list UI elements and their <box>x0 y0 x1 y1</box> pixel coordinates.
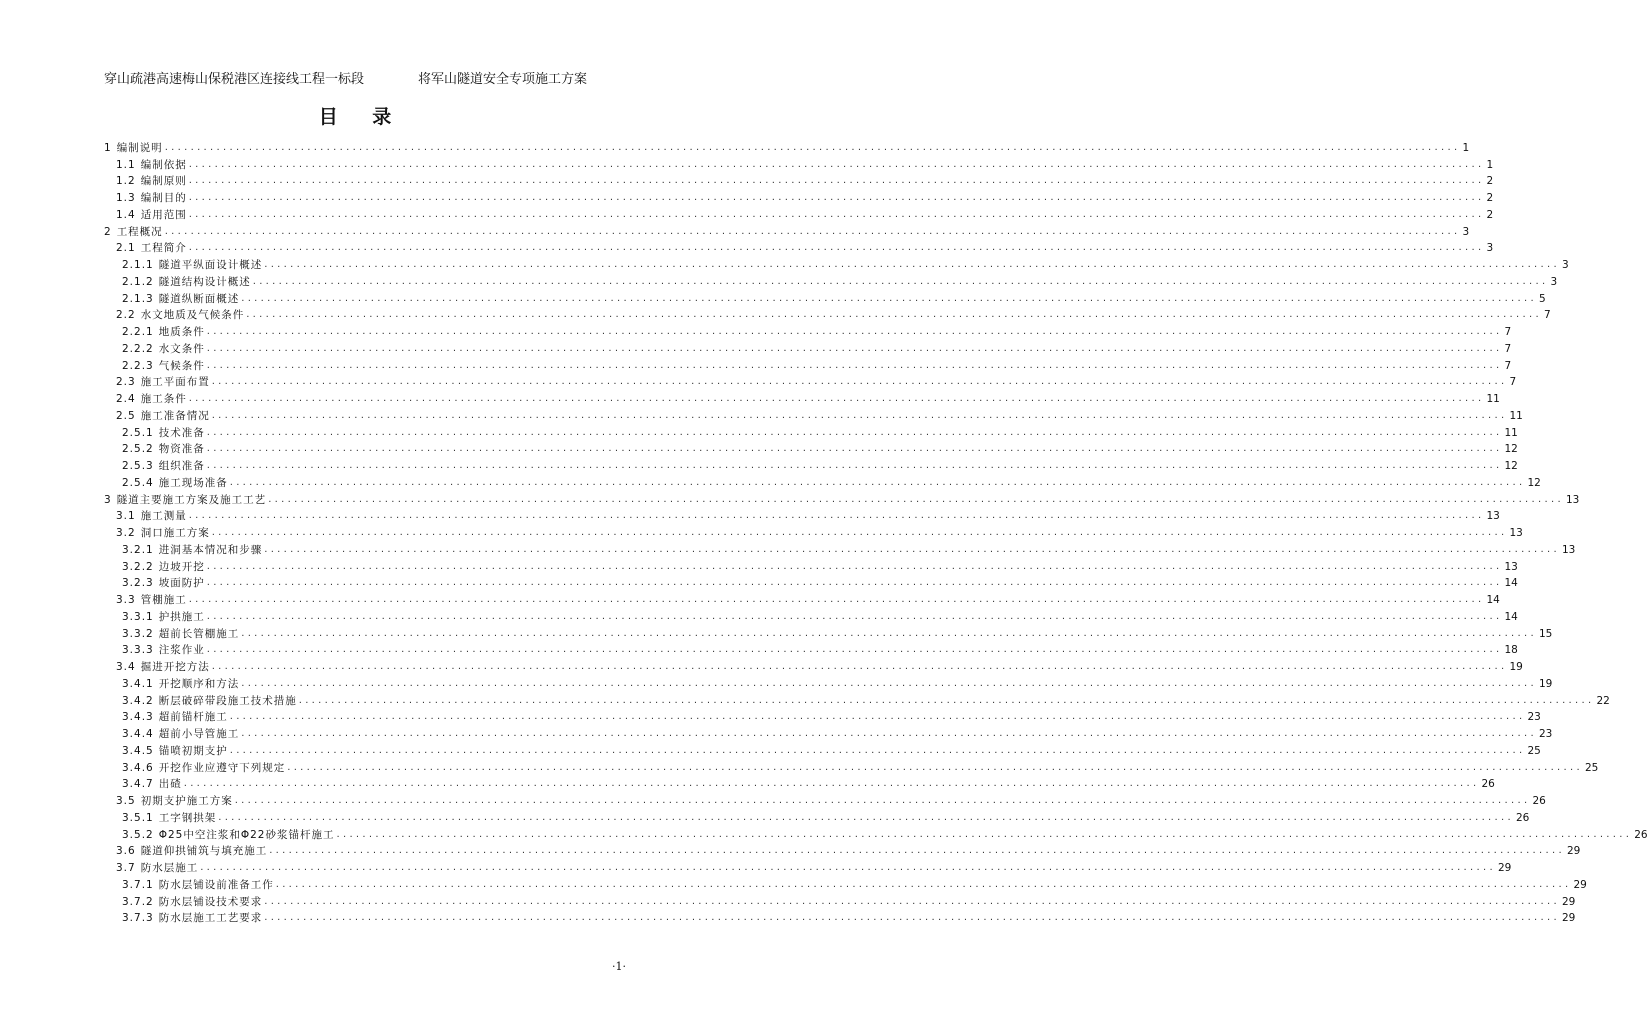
toc-entry[interactable] <box>104 222 1470 239</box>
toc-entry-title: 隧道平纵面设计概述 <box>158 259 263 271</box>
toc-entry-title: 护拱施工 <box>158 610 205 623</box>
toc-entry-title: 超前锚杆施工 <box>158 711 228 724</box>
toc-entry[interactable] <box>104 255 1569 272</box>
toc-entry-title: 断层破碎带段施工技术措施 <box>158 694 297 707</box>
toc-entry-page: 1 <box>1462 141 1470 154</box>
toc-leader-dots: ........................................................................................................................................................................................................ <box>246 309 1542 321</box>
toc-entry-number: 2.5.3 <box>122 460 154 472</box>
toc-entry[interactable] <box>104 239 1494 256</box>
toc-entry[interactable] <box>104 322 1512 339</box>
toc-entry-number: 3.4.2 <box>122 694 154 707</box>
toc-leader-dots: ........................................................................................................................................................................................................ <box>229 711 1526 723</box>
toc-entry-page: 1 <box>1486 158 1494 171</box>
toc-entry[interactable] <box>104 791 1546 808</box>
toc-entry-page: 7 <box>1543 309 1551 322</box>
toc-entry-page: 14 <box>1504 610 1518 623</box>
header-document-name: 将军山隧道安全专项施工方案 <box>418 72 588 87</box>
toc-entry-page: 26 <box>1634 828 1648 841</box>
toc-entry[interactable] <box>104 473 1541 490</box>
toc-leader-dots: ........................................................................................................................................................................................................ <box>206 426 1503 438</box>
toc-entry-title: 编制目的 <box>140 192 187 204</box>
toc-leader-dots: ........................................................................................................................................................................................................ <box>188 393 1485 404</box>
toc-entry-number: 3.7.2 <box>122 895 154 908</box>
toc-leader-dots: ........................................................................................................................................................................................................ <box>241 292 1537 304</box>
toc-entry[interactable] <box>104 306 1551 323</box>
toc-leader-dots: ........................................................................................................................................................................................................ <box>188 175 1485 187</box>
toc-entry[interactable] <box>104 356 1512 373</box>
toc-entry[interactable] <box>104 842 1581 859</box>
toc-entry-page: 12 <box>1527 476 1541 489</box>
toc-leader-dots: ........................................................................................................................................................................................................ <box>264 895 1560 907</box>
toc-entry[interactable] <box>104 724 1553 741</box>
toc-entry-page: 26 <box>1532 795 1546 807</box>
toc-leader-dots: ........................................................................................................................................................................................................ <box>164 225 1461 237</box>
toc-entry-page: 12 <box>1504 443 1518 456</box>
toc-leader-dots: ........................................................................................................................................................................................................ <box>188 158 1485 170</box>
toc-entry-number: 3.7.1 <box>122 878 154 891</box>
toc-entry-number: 1.3 <box>116 192 136 204</box>
toc-entry-page: 29 <box>1497 862 1512 874</box>
toc-entry[interactable] <box>104 758 1599 775</box>
toc-entry-number: 2.2.2 <box>122 342 154 355</box>
toc-entry-title: 隧道主要施工方案及施工工艺 <box>116 493 267 506</box>
toc-entry-number: 3.3.1 <box>122 610 154 623</box>
toc-entry[interactable] <box>104 155 1494 172</box>
toc-leader-dots: ........................................................................................................................................................................................................ <box>229 476 1526 488</box>
toc-entry-title: 施工平面布置 <box>140 376 210 389</box>
toc-entry[interactable] <box>104 289 1546 306</box>
toc-entry[interactable] <box>104 490 1580 507</box>
toc-entry[interactable] <box>104 590 1500 607</box>
toc-entry[interactable] <box>104 641 1518 658</box>
toc-leader-dots: ........................................................................................................................................................................................................ <box>269 845 1565 857</box>
toc-entry[interactable] <box>104 406 1523 423</box>
toc-entry-page: 13 <box>1561 543 1576 556</box>
toc-leader-dots: ........................................................................................................................................................................................................ <box>188 242 1485 254</box>
toc-entry-title: 坡面防护 <box>158 577 205 590</box>
toc-leader-dots: ........................................................................................................................................................................................................ <box>264 912 1560 924</box>
toc-leader-dots: ........................................................................................................................................................................................................ <box>206 560 1503 572</box>
toc-entry-page: 3 <box>1550 275 1558 288</box>
toc-entry-number: 1 <box>104 141 112 154</box>
toc-leader-dots: ........................................................................................................................................................................................................ <box>206 577 1503 589</box>
toc-entry[interactable] <box>104 507 1500 524</box>
toc-entry-number: 3.3.2 <box>122 627 154 640</box>
toc-leader-dots: ........................................................................................................................................................................................................ <box>264 259 1560 270</box>
toc-entry[interactable] <box>104 909 1576 926</box>
toc-entry[interactable] <box>104 339 1512 356</box>
toc-leader-dots: ........................................................................................................................................................................................................ <box>234 795 1531 806</box>
toc-entry-number: 2.2 <box>116 309 136 322</box>
toc-entry[interactable] <box>104 875 1587 892</box>
toc-entry-page: 11 <box>1504 426 1518 439</box>
toc-entry-page: 13 <box>1486 510 1500 523</box>
toc-entry-number: 2.5.2 <box>122 443 154 456</box>
toc-leader-dots: ........................................................................................................................................................................................................ <box>287 761 1583 773</box>
toc-leader-dots: ........................................................................................................................................................................................................ <box>241 728 1537 739</box>
toc-entry-page: 7 <box>1509 376 1517 389</box>
toc-entry-title: 防水层铺设前准备工作 <box>158 878 274 891</box>
toc-entry-number: 3.5.2 <box>122 828 154 841</box>
toc-entry-page: 7 <box>1504 326 1512 338</box>
toc-entry-title: 洞口施工方案 <box>140 527 210 539</box>
toc-entry-number: 3.4.3 <box>122 711 154 724</box>
table-of-contents <box>104 138 1648 925</box>
toc-entry-title: 防水层铺设技术要求 <box>158 895 263 908</box>
toc-leader-dots: ........................................................................................................................................................................................................ <box>200 862 1496 873</box>
toc-entry[interactable] <box>104 389 1500 406</box>
toc-entry[interactable] <box>104 691 1610 708</box>
toc-entry-page: 29 <box>1561 912 1576 925</box>
toc-entry-title: 开挖作业应遵守下列规定 <box>158 761 286 774</box>
toc-entry[interactable] <box>104 540 1576 557</box>
toc-entry-page: 2 <box>1486 192 1494 204</box>
toc-entry-title: 工程概况 <box>116 225 163 238</box>
toc-entry-page: 25 <box>1527 744 1541 757</box>
toc-leader-dots: ........................................................................................................................................................................................................ <box>188 208 1485 220</box>
toc-entry-page: 23 <box>1527 711 1541 724</box>
toc-entry-number: 3.4.6 <box>122 761 154 774</box>
toc-leader-dots: ........................................................................................................................................................................................................ <box>188 510 1485 522</box>
toc-entry-title: 边坡开挖 <box>158 560 205 573</box>
toc-entry-number: 3.4.1 <box>122 677 154 690</box>
toc-leader-dots: ........................................................................................................................................................................................................ <box>268 493 1564 505</box>
toc-title: 目 录 <box>318 106 406 128</box>
toc-entry-number: 2.1 <box>116 242 136 255</box>
toc-leader-dots: ........................................................................................................................................................................................................ <box>206 460 1503 471</box>
toc-leader-dots: ........................................................................................................................................................................................................ <box>211 376 1508 388</box>
toc-entry[interactable] <box>104 456 1518 473</box>
toc-leader-dots: ........................................................................................................................................................................................................ <box>206 359 1503 371</box>
toc-entry-number: 3.7 <box>116 862 136 874</box>
toc-leader-dots: ........................................................................................................................................................................................................ <box>164 141 1461 153</box>
toc-entry-title: 超前长管棚施工 <box>158 627 240 640</box>
toc-entry-title: 工字钢拱架 <box>158 811 217 824</box>
toc-entry-number: 3 <box>104 493 112 506</box>
page-number: ·1· <box>612 960 626 973</box>
toc-entry-page: 2 <box>1486 208 1494 221</box>
toc-entry[interactable] <box>104 557 1518 574</box>
toc-leader-dots: ........................................................................................................................................................................................................ <box>336 828 1633 840</box>
toc-entry-title: 隧道仰拱铺筑与填充施工 <box>140 845 268 858</box>
toc-entry-title: 隧道纵断面概述 <box>158 292 240 305</box>
toc-entry-page: 3 <box>1462 225 1470 238</box>
toc-entry-number: 3.5.1 <box>122 811 154 824</box>
toc-entry-title: Φ25中空注浆和Φ22砂浆锚杆施工 <box>158 828 335 841</box>
toc-entry[interactable] <box>104 657 1523 674</box>
toc-entry-page: 22 <box>1596 694 1610 707</box>
toc-leader-dots: ........................................................................................................................................................................................................ <box>211 661 1508 672</box>
toc-leader-dots: ........................................................................................................................................................................................................ <box>218 811 1514 823</box>
toc-entry[interactable] <box>104 373 1517 390</box>
toc-entry-number: 3.4.4 <box>122 728 154 740</box>
toc-leader-dots: ........................................................................................................................................................................................................ <box>241 627 1537 639</box>
toc-leader-dots: ........................................................................................................................................................................................................ <box>206 644 1503 656</box>
toc-entry-number: 2.1.2 <box>122 275 154 288</box>
toc-entry-title: 技术准备 <box>158 426 205 439</box>
toc-leader-dots: ........................................................................................................................................................................................................ <box>264 543 1560 555</box>
toc-entry-number: 3.4.7 <box>122 778 154 791</box>
toc-entry[interactable] <box>104 825 1648 842</box>
toc-entry-number: 2.2.1 <box>122 326 154 338</box>
toc-entry-number: 1.4 <box>116 208 136 221</box>
toc-entry-title: 管棚施工 <box>140 594 187 606</box>
toc-entry-page: 13 <box>1509 527 1523 539</box>
toc-entry-number: 3.4.5 <box>122 744 154 757</box>
toc-entry-page: 14 <box>1486 594 1500 606</box>
toc-entry[interactable] <box>104 440 1518 457</box>
toc-entry[interactable] <box>104 188 1494 205</box>
toc-entry-number: 2.5.1 <box>122 426 154 439</box>
toc-leader-dots: ........................................................................................................................................................................................................ <box>206 610 1503 622</box>
toc-leader-dots: ........................................................................................................................................................................................................ <box>206 326 1503 337</box>
toc-entry-title: 防水层施工 <box>140 862 199 874</box>
toc-entry-title: 气候条件 <box>158 359 205 372</box>
toc-entry-number: 3.2.3 <box>122 577 154 590</box>
toc-entry-page: 2 <box>1486 175 1494 188</box>
toc-leader-dots: ........................................................................................................................................................................................................ <box>275 878 1572 890</box>
toc-entry-number: 3.4 <box>116 661 136 673</box>
toc-entry-title: 出碴 <box>158 778 182 791</box>
toc-entry-title: 初期支护施工方案 <box>140 795 233 807</box>
toc-entry-page: 19 <box>1509 661 1523 673</box>
toc-entry-title: 施工准备情况 <box>140 409 210 422</box>
toc-leader-dots: ........................................................................................................................................................................................................ <box>206 342 1503 354</box>
toc-entry-number: 3.2.1 <box>122 543 154 556</box>
toc-entry-page: 11 <box>1486 393 1500 405</box>
toc-entry-number: 2.1.1 <box>122 259 154 271</box>
toc-entry-number: 2.5.4 <box>122 476 154 489</box>
toc-leader-dots: ........................................................................................................................................................................................................ <box>188 192 1485 203</box>
toc-leader-dots: ........................................................................................................................................................................................................ <box>188 594 1485 605</box>
toc-entry[interactable] <box>104 892 1576 909</box>
toc-leader-dots: ........................................................................................................................................................................................................ <box>241 677 1537 689</box>
toc-leader-dots: ........................................................................................................................................................................................................ <box>211 409 1508 421</box>
toc-entry[interactable] <box>104 523 1523 540</box>
toc-entry-number: 1.1 <box>116 158 136 171</box>
toc-entry-page: 26 <box>1515 811 1530 824</box>
toc-entry[interactable] <box>104 205 1494 222</box>
toc-leader-dots: ........................................................................................................................................................................................................ <box>183 778 1480 790</box>
toc-entry-page: 11 <box>1509 409 1523 422</box>
toc-entry-page: 26 <box>1481 778 1495 791</box>
toc-entry[interactable] <box>104 607 1518 624</box>
toc-entry-title: 注浆作业 <box>158 644 205 657</box>
toc-entry-page: 29 <box>1561 895 1576 908</box>
toc-entry-number: 1.2 <box>116 175 136 188</box>
toc-entry-number: 3.7.3 <box>122 912 154 925</box>
toc-entry-number: 2.5 <box>116 409 136 422</box>
toc-entry-page: 3 <box>1486 242 1494 255</box>
toc-entry-page: 19 <box>1538 677 1553 690</box>
toc-entry-page: 7 <box>1504 359 1512 372</box>
toc-entry-page: 18 <box>1504 644 1518 657</box>
toc-entry[interactable] <box>104 574 1518 591</box>
toc-entry-title: 防水层施工工艺要求 <box>158 912 263 925</box>
toc-entry-number: 3.5 <box>116 795 136 807</box>
toc-entry-page: 12 <box>1504 460 1518 472</box>
header-project-name: 穿山疏港高速梅山保税港区连接线工程一标段 <box>104 72 365 87</box>
toc-entry[interactable] <box>104 674 1553 691</box>
toc-entry-page: 23 <box>1538 728 1553 740</box>
toc-entry[interactable] <box>104 423 1518 440</box>
toc-entry-title: 进洞基本情况和步骤 <box>158 543 263 556</box>
toc-entry[interactable] <box>104 624 1553 641</box>
toc-entry-number: 3.3.3 <box>122 644 154 657</box>
toc-entry-title: 超前小导管施工 <box>158 728 240 740</box>
toc-entry-title: 组织准备 <box>158 460 205 472</box>
toc-entry[interactable] <box>104 272 1558 289</box>
toc-entry-title: 编制说明 <box>116 141 163 154</box>
toc-entry[interactable] <box>104 741 1541 758</box>
toc-entry-title: 地质条件 <box>158 326 205 338</box>
toc-entry-page: 25 <box>1584 761 1599 774</box>
toc-entry-number: 3.2 <box>116 527 136 539</box>
toc-entry[interactable] <box>104 138 1470 155</box>
toc-entry[interactable] <box>104 775 1495 792</box>
toc-entry-title: 适用范围 <box>140 208 187 221</box>
toc-entry-page: 15 <box>1538 627 1553 640</box>
toc-entry-page: 13 <box>1565 493 1580 506</box>
toc-leader-dots: ........................................................................................................................................................................................................ <box>211 527 1508 538</box>
toc-entry-title: 隧道结构设计概述 <box>158 275 251 288</box>
toc-entry-page: 29 <box>1573 878 1587 891</box>
toc-leader-dots: ........................................................................................................................................................................................................ <box>252 275 1549 287</box>
toc-entry-title: 水文条件 <box>158 342 205 355</box>
toc-entry-number: 2.3 <box>116 376 136 389</box>
toc-entry[interactable] <box>104 808 1530 825</box>
toc-entry-title: 锚喷初期支护 <box>158 744 228 757</box>
page-header <box>0 70 724 90</box>
toc-leader-dots: ........................................................................................................................................................................................................ <box>206 443 1503 455</box>
toc-entry-number: 3.1 <box>116 510 136 523</box>
toc-entry-title: 工程简介 <box>140 242 187 255</box>
toc-entry[interactable] <box>104 172 1494 189</box>
toc-entry-page: 3 <box>1561 259 1569 271</box>
toc-entry-page: 7 <box>1504 342 1512 355</box>
toc-entry-title: 开挖顺序和方法 <box>158 677 240 690</box>
toc-entry-title: 物资准备 <box>158 443 205 456</box>
toc-leader-dots: ........................................................................................................................................................................................................ <box>229 744 1526 756</box>
toc-entry-title: 施工测量 <box>140 510 187 523</box>
toc-entry-page: 14 <box>1504 577 1518 590</box>
toc-entry-page: 5 <box>1538 292 1546 305</box>
toc-entry-number: 3.3 <box>116 594 136 606</box>
toc-entry[interactable] <box>104 708 1541 725</box>
toc-entry[interactable] <box>104 858 1512 875</box>
toc-entry-number: 2.4 <box>116 393 136 405</box>
toc-entry-page: 13 <box>1504 560 1518 573</box>
toc-entry-title: 编制原则 <box>140 175 187 188</box>
toc-leader-dots: ........................................................................................................................................................................................................ <box>298 694 1595 706</box>
toc-entry-title: 施工条件 <box>140 393 187 405</box>
toc-entry-title: 水文地质及气候条件 <box>140 309 245 322</box>
toc-entry-number: 3.6 <box>116 845 136 858</box>
toc-entry-title: 施工现场准备 <box>158 476 228 489</box>
toc-entry-number: 2.2.3 <box>122 359 154 372</box>
toc-entry-title: 编制依据 <box>140 158 187 171</box>
toc-entry-title: 掘进开挖方法 <box>140 661 210 673</box>
toc-entry-page: 29 <box>1566 845 1581 858</box>
toc-entry-number: 2.1.3 <box>122 292 154 305</box>
toc-entry-number: 2 <box>104 225 112 238</box>
toc-entry-number: 3.2.2 <box>122 560 154 573</box>
